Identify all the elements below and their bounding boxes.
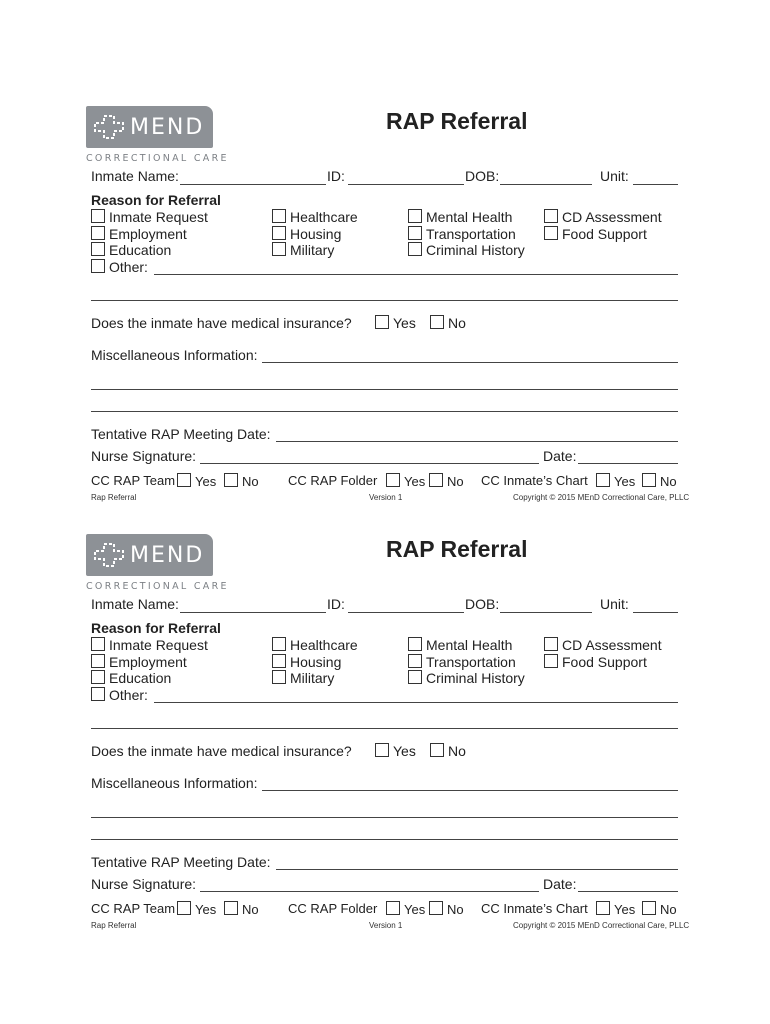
footer-copyright: Copyright © 2015 MEnD Correctional Care, PLLC: [513, 493, 690, 502]
insurance-question: Does the inmate have medical insurance?: [91, 743, 352, 759]
footer-left: Rap Referral: [91, 493, 137, 502]
reason-inmate-request[interactable]: Inmate Request: [91, 637, 208, 653]
footer-version: Version 1: [369, 921, 403, 930]
inmate-name-field[interactable]: [180, 184, 326, 185]
other-field[interactable]: [154, 702, 678, 703]
reason-healthcare[interactable]: Healthcare: [272, 209, 358, 225]
checkbox[interactable]: [544, 209, 558, 223]
unit-label: Unit:: [600, 596, 629, 612]
reason-criminal-history[interactable]: Criminal History: [408, 242, 525, 258]
reason-other[interactable]: Other:: [91, 259, 148, 275]
cc-folder-label: CC RAP Folder: [288, 473, 378, 488]
checkbox[interactable]: [91, 259, 105, 273]
nurse-signature-label: Nurse Signature:: [91, 876, 197, 892]
reason-housing[interactable]: Housing: [272, 654, 341, 670]
insurance-no[interactable]: No: [430, 315, 466, 331]
checkbox[interactable]: [408, 654, 422, 668]
checkbox[interactable]: [272, 226, 286, 240]
inmate-name-label: Inmate Name:: [91, 596, 179, 612]
cc-folder-label: CC RAP Folder: [288, 901, 378, 916]
checkbox[interactable]: [544, 654, 558, 668]
logo-subtitle: CORRECTIONAL CARE: [86, 581, 229, 592]
checkbox[interactable]: [408, 242, 422, 256]
reason-military[interactable]: Military: [272, 670, 334, 686]
dob-label: DOB:: [465, 168, 500, 184]
other-field-line2[interactable]: [91, 728, 678, 729]
id-label: ID:: [327, 168, 345, 184]
cc-team-no[interactable]: No: [224, 901, 259, 917]
cc-chart-no[interactable]: No: [642, 901, 677, 917]
id-field[interactable]: [348, 184, 464, 185]
checkbox[interactable]: [430, 315, 444, 329]
reason-mental-health[interactable]: Mental Health: [408, 209, 512, 225]
checkbox[interactable]: [91, 637, 105, 651]
misc-field-line3[interactable]: [91, 839, 678, 840]
checkbox[interactable]: [91, 242, 105, 256]
misc-label: Miscellaneous Information:: [91, 775, 258, 791]
cc-team-yes[interactable]: Yes: [177, 473, 216, 489]
other-field-line2[interactable]: [91, 300, 678, 301]
nurse-signature-label: Nurse Signature:: [91, 448, 197, 464]
reason-transportation[interactable]: Transportation: [408, 226, 516, 242]
checkbox[interactable]: [91, 654, 105, 668]
reason-mental-health[interactable]: Mental Health: [408, 637, 512, 653]
cc-team-no[interactable]: No: [224, 473, 259, 489]
misc-label: Miscellaneous Information:: [91, 347, 258, 363]
checkbox[interactable]: [642, 901, 656, 915]
reason-employment[interactable]: Employment: [91, 654, 187, 670]
id-label: ID:: [327, 596, 345, 612]
cc-chart-yes[interactable]: Yes: [596, 473, 635, 489]
footer-copyright: Copyright © 2015 MEnD Correctional Care, PLLC: [513, 921, 690, 930]
dob-field[interactable]: [500, 612, 592, 613]
checkbox[interactable]: [408, 670, 422, 684]
inmate-name-label: Inmate Name:: [91, 168, 179, 184]
dob-label: DOB:: [465, 596, 500, 612]
reason-criminal-history[interactable]: Criminal History: [408, 670, 525, 686]
checkbox[interactable]: [408, 637, 422, 651]
misc-field-line2[interactable]: [91, 817, 678, 818]
reason-military[interactable]: Military: [272, 242, 334, 258]
cross-logo-icon: [92, 114, 126, 140]
misc-field[interactable]: [262, 790, 678, 791]
reason-food-support[interactable]: Food Support: [544, 226, 647, 242]
checkbox[interactable]: [386, 901, 400, 915]
checkbox[interactable]: [224, 901, 238, 915]
insurance-yes[interactable]: Yes: [375, 315, 416, 331]
reason-healthcare[interactable]: Healthcare: [272, 637, 358, 653]
reason-food-support[interactable]: Food Support: [544, 654, 647, 670]
cc-chart-label: CC Inmate’s Chart: [481, 473, 588, 488]
cc-folder-no[interactable]: No: [429, 473, 464, 489]
checkbox[interactable]: [91, 209, 105, 223]
logo-subtitle: CORRECTIONAL CARE: [86, 153, 229, 164]
checkbox[interactable]: [408, 209, 422, 223]
checkbox[interactable]: [544, 637, 558, 651]
meeting-date-label: Tentative RAP Meeting Date:: [91, 854, 271, 870]
insurance-no[interactable]: No: [430, 743, 466, 759]
reason-heading: Reason for Referral: [91, 620, 221, 636]
misc-field[interactable]: [262, 362, 678, 363]
cc-team-label: CC RAP Team: [91, 901, 176, 916]
meeting-date-label: Tentative RAP Meeting Date:: [91, 426, 271, 442]
reason-cd-assessment[interactable]: CD Assessment: [544, 637, 662, 653]
reason-cd-assessment[interactable]: CD Assessment: [544, 209, 662, 225]
footer-left: Rap Referral: [91, 921, 137, 930]
nurse-signature-field[interactable]: [200, 891, 539, 892]
other-field[interactable]: [154, 274, 678, 275]
checkbox[interactable]: [272, 670, 286, 684]
checkbox[interactable]: [375, 315, 389, 329]
id-field[interactable]: [348, 612, 464, 613]
meeting-date-field[interactable]: [276, 869, 678, 870]
cc-chart-no[interactable]: No: [642, 473, 677, 489]
checkbox[interactable]: [430, 743, 444, 757]
unit-field[interactable]: [633, 612, 678, 613]
unit-label: Unit:: [600, 168, 629, 184]
reason-housing[interactable]: Housing: [272, 226, 341, 242]
reason-other[interactable]: Other:: [91, 687, 148, 703]
checkbox[interactable]: [91, 226, 105, 240]
checkbox[interactable]: [272, 242, 286, 256]
reason-inmate-request[interactable]: Inmate Request: [91, 209, 208, 225]
dob-field[interactable]: [500, 184, 592, 185]
mend-logo: [86, 534, 213, 576]
form-title: RAP Referral: [386, 536, 528, 562]
checkbox[interactable]: [272, 637, 286, 651]
rap-referral-form: [0, 428, 770, 930]
cross-logo-icon: [92, 542, 126, 568]
cc-folder-yes[interactable]: Yes: [386, 473, 425, 489]
reason-education[interactable]: Education: [91, 242, 171, 258]
checkbox[interactable]: [177, 901, 191, 915]
inmate-name-field[interactable]: [180, 612, 326, 613]
insurance-question: Does the inmate have medical insurance?: [91, 315, 352, 331]
footer-version: Version 1: [369, 493, 403, 502]
rap-referral-form: [0, 0, 770, 502]
misc-field-line3[interactable]: [91, 411, 678, 412]
logo-word: MEND: [130, 543, 205, 568]
checkbox[interactable]: [596, 901, 610, 915]
checkbox[interactable]: [408, 226, 422, 240]
cc-team-yes[interactable]: Yes: [177, 901, 216, 917]
misc-field-line2[interactable]: [91, 389, 678, 390]
checkbox[interactable]: [91, 670, 105, 684]
insurance-yes[interactable]: Yes: [375, 743, 416, 759]
checkbox[interactable]: [272, 209, 286, 223]
cc-chart-label: CC Inmate’s Chart: [481, 901, 588, 916]
date-field[interactable]: [578, 891, 678, 892]
form-title: RAP Referral: [386, 108, 528, 134]
checkbox[interactable]: [272, 654, 286, 668]
cc-team-label: CC RAP Team: [91, 473, 176, 488]
cc-folder-yes[interactable]: Yes: [386, 901, 425, 917]
logo-word: MEND: [130, 115, 205, 140]
cc-folder-no[interactable]: No: [429, 901, 464, 917]
date-label: Date:: [543, 876, 577, 892]
reason-education[interactable]: Education: [91, 670, 171, 686]
reason-employment[interactable]: Employment: [91, 226, 187, 242]
date-label: Date:: [543, 448, 577, 464]
reason-transportation[interactable]: Transportation: [408, 654, 516, 670]
checkbox[interactable]: [544, 226, 558, 240]
checkbox[interactable]: [429, 901, 443, 915]
checkbox[interactable]: [375, 743, 389, 757]
checkbox[interactable]: [91, 687, 105, 701]
cc-chart-yes[interactable]: Yes: [596, 901, 635, 917]
unit-field[interactable]: [633, 184, 678, 185]
reason-heading: Reason for Referral: [91, 192, 221, 208]
mend-logo: [86, 106, 213, 148]
